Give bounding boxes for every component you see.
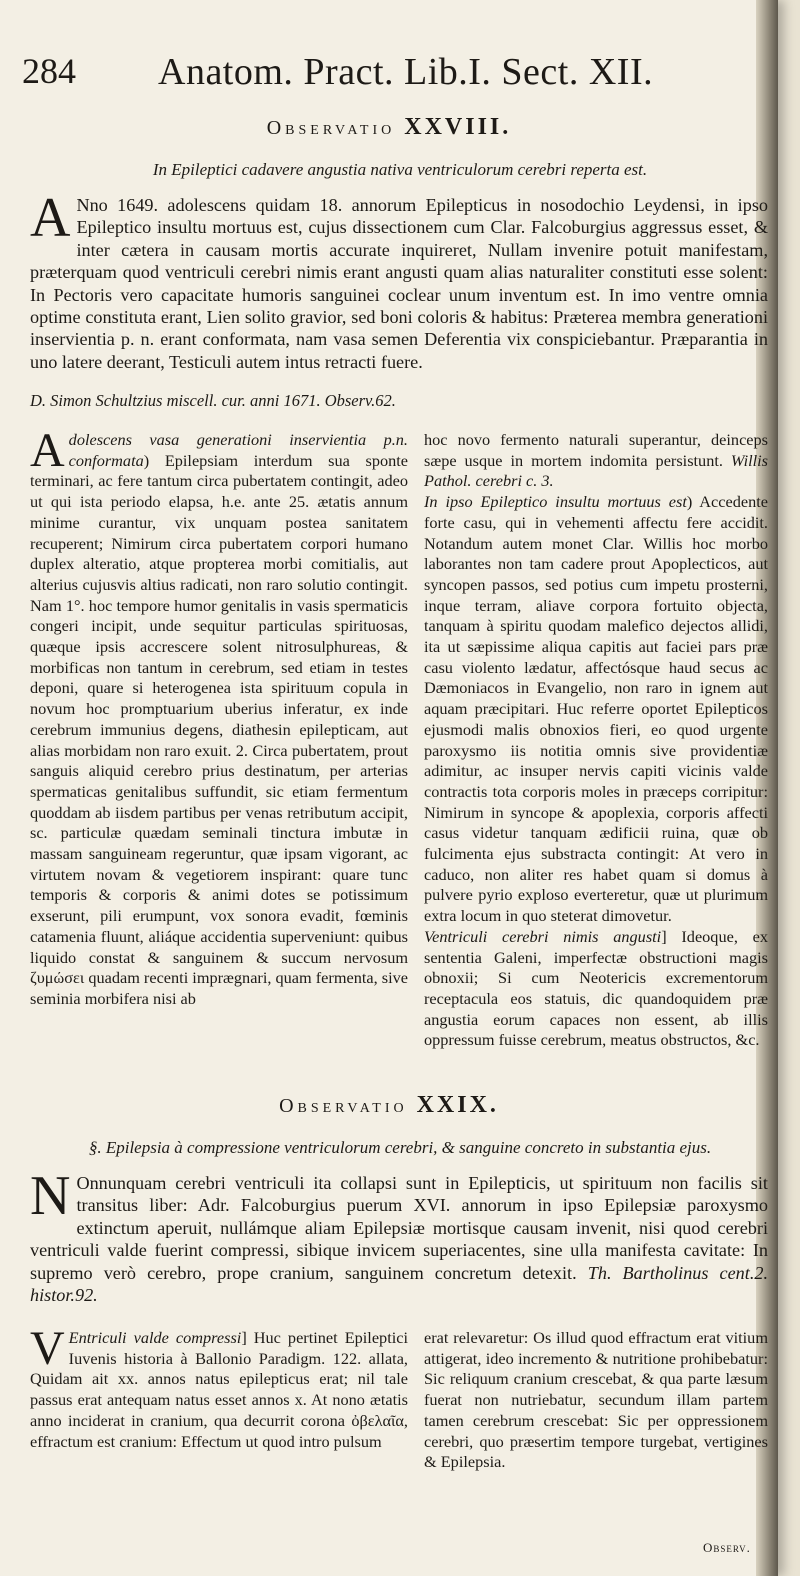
running-title: Anatom. Pract. Lib.I. Sect. XII.	[158, 51, 654, 93]
commentary-29-left-column	[30, 1322, 408, 1452]
commentary-text: ] Ideoque, ex sententia Galeni, imperfectæ obstructioni magis obnoxii; Si cum Neotericis excrementorum receptacula eos statuis, dic quandoquidem præ angustia eorum capaces non essent, ab illis oppressum fuisse cerebrum, meatus obstructos, &c.	[424, 926, 769, 1050]
page-number: 284	[22, 51, 76, 91]
drop-cap: A	[30, 187, 71, 249]
observation-29-text: Onnunquam cerebri ventriculi ita collapsi sunt in Epilepticis, ut spirituum non facilis sit transitus liber: Adr. Falcoburgius puerum XVI. annorum in ipso Epilepsiæ paroxysmo extinctum aperuit, nullámque aliam Epilepsiæ mortisque causam invenit, nisi quod cerebri ventriculi valde fuerint compressi, sibique invicem superiacentes, sine ulla manifesta cavitate: In supremo verò cerebro, prope cranium, sanguinem concretum detexit.	[30, 1173, 768, 1283]
drop-cap: N	[30, 1165, 71, 1227]
drop-cap: A	[30, 424, 65, 477]
observation-28-citation: D. Simon Schultzius miscell. cur. anni 1671. Observ.62.	[30, 391, 396, 410]
page-header	[22, 50, 762, 98]
commentary-lemma: Ventriculi cerebri nimis angusti	[424, 926, 662, 946]
drop-cap: V	[30, 1322, 65, 1375]
observation-29-subtitle: §. Epilepsia à compressione ventriculorum cerebri, & sanguine concreto in substantia ejus.	[88, 1138, 712, 1157]
commentary-28-left-column	[30, 424, 408, 1010]
commentary-lemma: dolescens vasa generationi inservientia p.n. conformata	[68, 430, 408, 470]
observation-29-body	[30, 1165, 769, 1306]
observation-number: XXIX.	[416, 1092, 499, 1118]
observation-label: Observatio	[266, 117, 396, 139]
observation-28-title	[0, 114, 778, 141]
observation-28-text: Nno 1649. adolescens quidam 18. annorum Epilepticus in nosodochio Leydensi, in ipso Epileptico insultu mortuus est, cujus dissectionem cum Clar. Falcoburgius aggressus esset, & inter cætera in causam mortis accurate inquireret, Nullam invenire potuit manifestam, præterquam quod ventriculi cerebri nimis erant angusti quam alias naturaliter constituti esse solent: In Pectoris vero capacitate humoris sanguinei coclear unum inventum est. In imo ventre omnia optime constituta erant, Lien solito gravior, sed boni coloris & habitus: Præterea membra generationi inservientia p. n. erant conformata, nam vasa semen Deferentia vix conspiciebantur. Præparantia in uno latere deerant, Testiculi autem intus retracti fuere.	[30, 195, 768, 372]
commentary-29-right-column	[424, 1328, 768, 1473]
commentary-citation: Willis Pathol. cerebri c. 3.	[424, 450, 768, 491]
commentary-text: ) Epilepsiam interdum sua sponte terminari, ac fere tantum circa pubertatem contingit, adeo ut qui ista periodo elapsa, h.e. ante 25. ætatis annum minime curantur, vix unquam postea sanitatem recuperent; Nimirum circa pubertatem corpori humano duplex alteratio, atque propterea morbi comitialis, aut alterius cujusvis altius radicati, non raro solutio contingit. Nam 1°. hoc tempore humor genitalis in vasis spermaticis congeri incipit, unde sequitur particulas spirituosas, quæque ipsis accrescere solent nitrosulphureas, & morbificas non tantum in cerebrum, sed etiam in testes deponi, quare si heterogenea ista spirituum copula in novum hoc promptuarium uberius inferatur, ex inde cerebrum immunius degens, diathesin epilepticam, aut alias morbidam non raro exuit. 2. Circa pubertatem, prout sanguis aliquid cerebro prius destinatum, per arterias spermaticas genitalibus suffundit, sic etiam fermentum quoddam ab iisdem partibus per venas retributum accipit, sc. particulæ quædam seminali tinctura imbutæ in massam sanguineam regeruntur, quæ ipsam vigorant, ac virtutem novam & vegetiorem inspirant: quare tunc temporis & corporis & animi dotes se potissimum exserunt, pili erumpunt, vox sonora evadit, fœminis catamenia fluunt, aliáque accidentia superveniunt: quibus liquido constat & sanguinem & succum nervosum ζυμώσει quadam recenti imprægnari, quam fermenta, sive seminia morbifera nisi ab	[30, 450, 408, 1008]
commentary-text: hoc novo fermento naturali superantur, deinceps sæpe usque in mortem indomita persistunt.	[424, 430, 768, 470]
observation-label: Observatio	[279, 1095, 408, 1117]
observation-28-subtitle: In Epileptici cadavere angustia nativa ventriculorum cerebri reperta est.	[152, 160, 648, 179]
commentary-28-right-column	[424, 430, 768, 1051]
commentary-text: ] Huc pertinet Epileptici Iuvenis historia à Ballonio Paradigm. 122. allata, Quidam ait xx. annos natus epilepticus erat; nil tale passus erat antequam natus esset annos x. At nono ætatis anno inciderat in cranium, qua decurrit corona ὀβελαῖα, effractum est cranium: Effectum ut quod intro pulsum	[30, 1328, 408, 1451]
catchword: Observ.	[703, 1540, 751, 1555]
observation-29-citation: Th. Bartholinus cent.2. histor.92.	[30, 1262, 769, 1306]
observation-29-title	[0, 1092, 778, 1119]
commentary-text: erat relevaretur: Os illud quod effractum erat vitium attigerat, ideo incremento & nutritione prohibebatur: Sic reliquum cranium crescebat, & qua parte læsum fuerat non nutriebatur, secundum illam partem tamen cerebrum crescebat: Sic per oppressionem cerebri, quo præsertim tempore turgebat, vertigines & Epilepsia.	[424, 1328, 768, 1472]
commentary-lemma: Entriculi valde compressi	[68, 1328, 242, 1347]
observation-number: XXVIII.	[404, 114, 512, 140]
observation-28-body	[30, 187, 768, 373]
commentary-lemma: In ipso Epileptico insultu mortuus est	[424, 492, 687, 512]
commentary-text: ) Accedente forte casu, qui in vehementi affectu fere accidit. Notandum autem monet Clar. Willis hoc morbo laborantes non tam cadere prout Apoplecticos, aut syncopen passos, sed potius cum impetu prosterni, inque terram, aliave corpora fortuito objecta, tanquam à spiritu quodam malefico dejectos allidi, ita ut sæpissime aliqua capitis aut faciei pars præ casu violento lædatur, affectósque haud secus ac Dæmoniacos in Evangelio, non raro in ignem aut aquam præcipitari. Huc referre oportet Epilepticos ejusmodi malis obnoxios fieri, eo quod urgente paroxysmo iis notitia omnis sive providentiæ adimitur, ac insuper nervis capiti vicinis valde contractis tota corporis moles in præceps corripitur: Nimirum in syncope & apoplexia, corporis affecti casus videtur tanquam ædificii ruina, quæ ob fulcimenta ejus substracta contingit: At vero in caduco, non aliter res habet quam si domus à pulvere pyrio exploso everteretur, quæ ut plurimum extra locum in quo steterat dimovetur.	[424, 492, 768, 926]
